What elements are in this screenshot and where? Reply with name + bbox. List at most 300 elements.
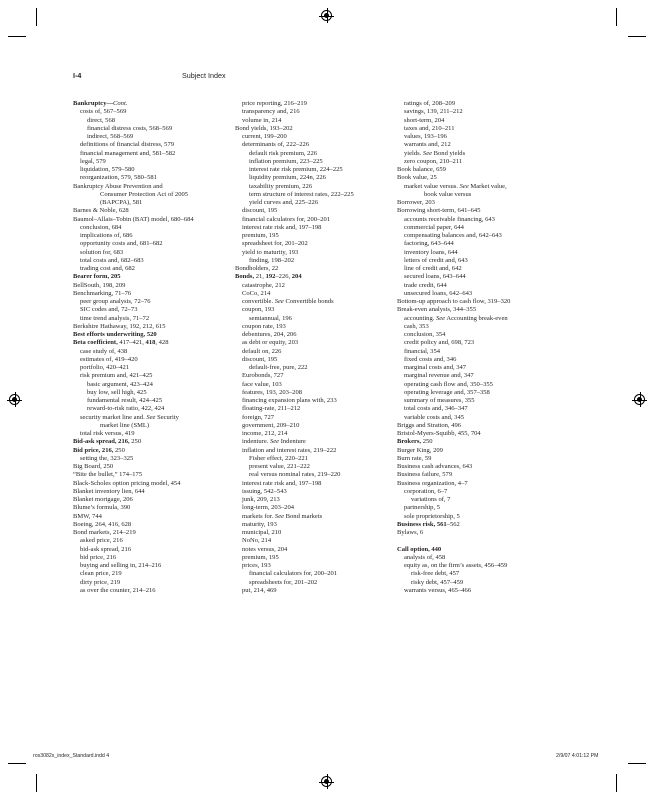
index-entry xyxy=(73,513,243,521)
index-entry xyxy=(397,455,567,463)
entry-text: 21, xyxy=(255,273,266,281)
entry-text: financial distress costs, 568–569 xyxy=(87,124,173,132)
entry-text: NoNo, 214 xyxy=(242,537,272,545)
index-entry xyxy=(73,447,243,455)
entry-text: Borrower, 203 xyxy=(397,199,435,206)
crop-mark-top-left-h xyxy=(8,36,26,37)
index-subentry xyxy=(235,166,405,174)
index-subentry xyxy=(397,315,567,323)
index-entry xyxy=(397,174,567,182)
index-entry xyxy=(73,438,243,446)
entry-text: Bond yields, 193–202 xyxy=(235,124,293,132)
index-subentry xyxy=(235,306,405,314)
entry-text: conclusion, 354 xyxy=(404,331,446,338)
entry-text: Blanket mortgage, 206 xyxy=(73,496,133,503)
entry-text: clean price, 219 xyxy=(80,570,122,578)
entry-text: direct, 568 xyxy=(87,116,115,124)
entry-text: Bond markets, 214–219 xyxy=(73,529,136,536)
index-subentry xyxy=(235,249,405,257)
index-entry xyxy=(73,471,243,479)
entry-text: Berkshire Hathaway, 192, 212, 615 xyxy=(73,322,166,330)
index-subentry xyxy=(235,480,405,488)
index-subentry xyxy=(235,216,405,224)
entry-text: See xyxy=(274,298,284,305)
entry-text: face value, 103 xyxy=(242,380,282,388)
entry-text: put, 214, 469 xyxy=(242,586,277,594)
entry-text: asked price, 216 xyxy=(80,537,123,545)
index-subentry xyxy=(235,381,405,389)
entry-text: interest rate risk and, 197–198 xyxy=(242,223,322,231)
index-subentry xyxy=(397,372,567,380)
index-column-1 xyxy=(73,100,243,595)
entry-text: 204 xyxy=(291,273,302,281)
index-subentry xyxy=(235,488,405,496)
entry-text: values, 193–196 xyxy=(404,133,447,140)
index-subentry xyxy=(73,232,243,240)
index-subentry xyxy=(235,356,405,364)
entry-text: secured loans, 643–644 xyxy=(404,273,466,281)
entry-text: See xyxy=(274,512,285,520)
entry-text: operating leverage and, 357–358 xyxy=(404,388,490,396)
index-subentry xyxy=(235,513,405,521)
index-subentry xyxy=(397,216,567,224)
index-subentry xyxy=(397,265,567,273)
entry-text: equity as, on the firm’s assets, 456–459 xyxy=(404,562,508,569)
entry-text: ratings of, 208–209 xyxy=(404,100,456,107)
entry-text: –226, xyxy=(275,273,292,281)
entry-text: accounts receivable financing, 643 xyxy=(404,215,495,223)
index-subentry xyxy=(235,108,405,116)
entry-text: reorganization, 579, 580–581 xyxy=(80,174,157,182)
crop-mark-top-right-v xyxy=(616,8,617,26)
entry-text: market value versus. xyxy=(404,182,460,190)
entry-text: Bristol-Myers-Squibb, 455, 704 xyxy=(397,430,481,437)
entry-text: liquidity premium, 224n, 226 xyxy=(249,174,326,182)
index-subentry xyxy=(397,397,567,405)
index-subentry xyxy=(235,504,405,512)
entry-text: buying and selling in, 214–216 xyxy=(80,562,162,569)
entry-text: setting the, 323–325 xyxy=(80,454,134,462)
index-entry xyxy=(397,306,567,314)
entry-text: real versus nominal rates, 219–220 xyxy=(249,471,341,479)
entry-text: definitions of financial distress, 579 xyxy=(80,141,175,149)
index-subentry xyxy=(235,348,405,356)
entry-text: cash, 353 xyxy=(404,322,429,330)
entry-text: Borrowing short-term, 641–645 xyxy=(397,207,481,215)
entry-text: Blanket inventory lien, 644 xyxy=(73,487,145,495)
entry-text: fixed costs and, 346 xyxy=(404,355,457,363)
index-subentry xyxy=(73,191,243,199)
index-subentry xyxy=(397,513,567,521)
entry-text: issuing, 542–543 xyxy=(242,487,287,495)
entry-text: term structure of interest rates, 222–225 xyxy=(249,190,354,198)
entry-text: premium, 195 xyxy=(242,553,279,561)
index-subentry xyxy=(235,100,405,108)
index-subentry xyxy=(235,521,405,529)
entry-text: catastrophe, 212 xyxy=(242,281,285,289)
crop-mark-bottom-right-v xyxy=(616,774,617,792)
index-subentry xyxy=(397,364,567,372)
index-subentry xyxy=(235,290,405,298)
index-subentry xyxy=(397,282,567,290)
index-subentry xyxy=(235,199,405,207)
entry-text: See xyxy=(436,314,446,322)
entry-text: financial calculators for, 200–201 xyxy=(249,570,338,578)
index-subentry xyxy=(235,150,405,158)
index-subentry xyxy=(235,240,405,248)
entry-text: spreadsheet for, 201–202 xyxy=(242,240,308,248)
entry-text: Briggs and Stratton, 496 xyxy=(397,421,462,429)
entry-text: Baumol–Allais–Tobin (BAT) model, 680–684 xyxy=(73,215,194,223)
index-subentry xyxy=(235,397,405,405)
entry-text: prices, 193 xyxy=(242,562,271,569)
entry-text: liquidation, 579–580 xyxy=(80,166,135,173)
index-subentry xyxy=(397,133,567,141)
entry-text: convertible. xyxy=(242,298,275,305)
entry-text: total costs and, 346–347 xyxy=(404,405,468,413)
index-entry xyxy=(73,183,243,191)
index-entry xyxy=(235,273,405,281)
entry-text: 250 xyxy=(422,438,433,446)
entry-text: long-term, 203–204 xyxy=(242,504,295,512)
index-subentry xyxy=(235,315,405,323)
index-subentry xyxy=(73,199,243,207)
entry-text: finding, 198–202 xyxy=(249,256,295,264)
index-subentry xyxy=(397,488,567,496)
index-subentry xyxy=(73,537,243,545)
entry-text: accounting. xyxy=(404,314,436,322)
entry-text: Black-Scholes option pricing model, 454 xyxy=(73,479,181,487)
entry-text: estimates of, 419–420 xyxy=(80,355,138,363)
index-entry xyxy=(73,207,243,215)
entry-text: short-term, 204 xyxy=(404,116,445,124)
index-entry xyxy=(73,488,243,496)
entry-text: “Bite the bullet,” 174–175 xyxy=(73,471,143,479)
entry-text: Bond yields xyxy=(432,149,466,157)
index-subentry xyxy=(73,240,243,248)
entry-text: risk-free debt, 457 xyxy=(411,570,460,578)
entry-text: Bid price, 216, xyxy=(73,446,116,454)
entry-text: Fisher effect, 220–221 xyxy=(249,454,308,462)
entry-text: Bonds, xyxy=(235,273,256,281)
entry-text: Best efforts underwriting, 520 xyxy=(73,331,157,338)
entry-text: Business organization, 4–7 xyxy=(397,479,468,487)
entry-text: yield to maturity, 193 xyxy=(242,248,299,256)
entry-text: Break-even analysis, 344–355 xyxy=(397,306,477,314)
index-subentry xyxy=(397,232,567,240)
index-subentry xyxy=(235,339,405,347)
index-subentry xyxy=(397,356,567,364)
entry-text: savings, 139, 211–212 xyxy=(404,108,463,116)
index-subentry xyxy=(235,405,405,413)
entry-text: variable costs and, 345 xyxy=(404,413,464,421)
entry-text: line of credit and, 642 xyxy=(404,265,462,272)
index-subentry xyxy=(73,224,243,232)
entry-text: BMW, 744 xyxy=(73,512,102,520)
entry-text: dirty price, 219 xyxy=(80,578,121,586)
index-subentry xyxy=(397,141,567,149)
index-subentry xyxy=(397,496,567,504)
index-subentry xyxy=(235,158,405,166)
entry-text: markets for. xyxy=(242,512,275,520)
entry-text: discount, 195 xyxy=(242,355,278,363)
entry-text: risk premium and, 421–425 xyxy=(80,372,153,380)
index-subentry xyxy=(73,249,243,257)
entry-text: warrants versus, 465–466 xyxy=(404,586,472,594)
entry-text: letters of credit and, 643 xyxy=(404,256,468,264)
entry-text: municipal, 210 xyxy=(242,529,282,536)
running-head-title: Subject Index xyxy=(182,71,226,80)
entry-text: SIC codes and, 72–73 xyxy=(80,306,138,314)
index-subentry xyxy=(235,232,405,240)
entry-text: features, 193, 203–208 xyxy=(242,388,302,396)
index-subentry xyxy=(235,422,405,430)
entry-text: security market line and. xyxy=(80,413,147,421)
entry-text: basic argument, 423–424 xyxy=(87,380,153,388)
entry-text: Accounting break-even xyxy=(445,314,508,322)
entry-text: maturity, 193 xyxy=(242,520,277,528)
index-subentry xyxy=(73,430,243,438)
index-subentry xyxy=(235,174,405,182)
entry-text: fundamental result, 424–425 xyxy=(87,397,163,404)
entry-text: Bottom-up approach to cash flow, 319–320 xyxy=(397,298,511,305)
index-subentry xyxy=(235,364,405,372)
index-subentry xyxy=(235,224,405,232)
entry-text: costs of, 567–569 xyxy=(80,108,127,116)
index-subentry xyxy=(235,438,405,446)
entry-text: premium, 195 xyxy=(242,232,279,239)
slug-timestamp: 2/9/07 4:01:12 PM xyxy=(556,753,599,759)
entry-text: Bid-ask spread, 216, xyxy=(73,438,132,446)
registration-mark-icon xyxy=(9,394,20,405)
index-subentry xyxy=(73,108,243,116)
entry-text: Consumer Protection Act of 2005 xyxy=(100,190,189,198)
index-entry xyxy=(397,529,567,537)
index-subentry xyxy=(235,570,405,578)
entry-text: commercial paper, 644 xyxy=(404,223,464,231)
index-subentry xyxy=(73,174,243,182)
entry-text: notes versus, 204 xyxy=(242,545,288,553)
crop-mark-top-left-v xyxy=(36,8,37,26)
entry-text: opportunity costs and, 681–682 xyxy=(80,240,163,248)
index-subentry xyxy=(235,207,405,215)
entry-text: marginal revenue and, 347 xyxy=(404,372,474,380)
index-entry xyxy=(397,480,567,488)
index-entry xyxy=(235,125,405,133)
entry-text: taxes and, 210–211 xyxy=(404,124,455,132)
index-entry xyxy=(73,100,243,108)
entry-text: floating-rate, 211–212 xyxy=(242,405,301,413)
page-number: I-4 xyxy=(73,71,82,80)
entry-text: financing expansion plans with, 233 xyxy=(242,397,337,404)
letter-gap xyxy=(397,537,567,545)
entry-text: foreign, 727 xyxy=(242,413,274,421)
index-subentry xyxy=(397,183,567,191)
index-entry xyxy=(73,273,243,281)
crop-mark-top-right-h xyxy=(628,36,646,37)
entry-text: (BAPCPA), 581 xyxy=(100,199,143,206)
entry-text: CoCo, 214 xyxy=(242,289,271,297)
index-subentry xyxy=(235,191,405,199)
index-subentry xyxy=(235,447,405,455)
entry-text: See xyxy=(146,413,156,421)
index-subentry xyxy=(73,141,243,149)
entry-text: compensating balances and, 642–643 xyxy=(404,232,502,239)
index-subentry xyxy=(397,414,567,422)
entry-text: determinants of, 222–226 xyxy=(242,141,310,149)
index-subentry xyxy=(235,323,405,331)
index-subentry xyxy=(73,414,243,422)
index-entry xyxy=(73,323,243,331)
entry-text: partnership, 5 xyxy=(404,504,440,512)
entry-text: reward-to-risk ratio, 422, 424 xyxy=(87,405,165,413)
registration-mark-icon xyxy=(321,10,332,21)
index-subentry xyxy=(397,108,567,116)
entry-text: time trend analysis, 71–72 xyxy=(80,314,150,322)
index-entry xyxy=(235,265,405,273)
entry-text: Call option, 440 xyxy=(397,545,442,553)
entry-text: 250 xyxy=(131,438,142,446)
entry-text: 417–421, xyxy=(119,339,146,347)
index-subentry xyxy=(73,348,243,356)
entry-text: interest rate risk and, 197–198 xyxy=(242,479,322,487)
entry-text: Brokers, xyxy=(397,438,423,446)
entry-text: default-free, pure, 222 xyxy=(249,364,308,371)
entry-text: as over the counter, 214–216 xyxy=(80,586,156,594)
entry-text: as debt or equity, 203 xyxy=(242,339,299,347)
index-subentry xyxy=(397,381,567,389)
entry-text: market line (SML) xyxy=(100,421,150,429)
entry-text: summary of measures, 355 xyxy=(404,397,475,404)
index-subentry xyxy=(235,430,405,438)
index-subentry xyxy=(235,579,405,587)
entry-text: peer group analysis, 72–76 xyxy=(80,298,151,305)
entry-text: bid-ask spread, 216 xyxy=(80,545,132,553)
index-subentry xyxy=(235,257,405,265)
index-subentry xyxy=(397,405,567,413)
index-subentry xyxy=(73,455,243,463)
entry-text: Bearer form, 205 xyxy=(73,273,121,281)
entry-text: yield curves and, 225–226 xyxy=(249,199,319,206)
index-entry xyxy=(73,339,243,347)
entry-text: default risk premium, 226 xyxy=(249,149,318,157)
entry-text: spreadsheets for, 201–202 xyxy=(249,578,318,586)
entry-text: sole proprietorship, 5 xyxy=(404,512,460,520)
index-subentry xyxy=(73,381,243,389)
index-subentry xyxy=(235,554,405,562)
index-subentry xyxy=(235,463,405,471)
index-entry xyxy=(73,480,243,488)
entry-text: 250 xyxy=(115,446,125,454)
entry-text: Burger King, 209 xyxy=(397,446,443,454)
index-subentry xyxy=(73,356,243,364)
entry-text: coupon rate, 193 xyxy=(242,322,286,330)
index-entry xyxy=(73,331,243,339)
entry-text: Blume’s formula, 390 xyxy=(73,504,131,512)
index-subentry xyxy=(397,240,567,248)
index-subentry xyxy=(397,562,567,570)
index-entry xyxy=(73,463,243,471)
entry-text: implications of, 686 xyxy=(80,232,133,239)
index-subentry xyxy=(73,158,243,166)
index-entry xyxy=(397,422,567,430)
entry-text: transparency and, 216 xyxy=(242,108,300,116)
index-entry xyxy=(73,290,243,298)
entry-text: See xyxy=(459,182,469,190)
index-column-3 xyxy=(397,100,567,595)
index-subentry xyxy=(235,282,405,290)
entry-text: debentures, 204, 206 xyxy=(242,331,297,338)
index-subentry xyxy=(235,562,405,570)
entry-text: 418 xyxy=(145,339,156,347)
index-entry xyxy=(397,438,567,446)
index-entry xyxy=(397,430,567,438)
index-entry xyxy=(73,496,243,504)
entry-text: Big Board, 250 xyxy=(73,463,114,470)
running-header xyxy=(73,71,226,80)
entry-text: coupon, 193 xyxy=(242,306,275,314)
entry-text: Book balance, 659 xyxy=(397,166,446,173)
index-entry xyxy=(397,471,567,479)
index-subentry xyxy=(397,554,567,562)
entry-text: semiannual, 196 xyxy=(249,314,292,322)
entry-text: portfolio, 420–421 xyxy=(80,364,130,371)
entry-text: indirect, 568–569 xyxy=(87,133,134,140)
entry-text: present value, 221–222 xyxy=(249,463,310,470)
entry-text: default on, 226 xyxy=(242,347,282,355)
entry-text: trade credit, 644 xyxy=(404,281,447,289)
index-subentry xyxy=(397,331,567,339)
entry-text: inflation premium, 223–225 xyxy=(249,157,323,165)
entry-text: bid price, 216 xyxy=(80,553,117,561)
index-subentry xyxy=(235,331,405,339)
index-subentry xyxy=(397,579,567,587)
index-subentry xyxy=(397,117,567,125)
crop-mark-bottom-right-h xyxy=(628,763,646,764)
index-subentry xyxy=(235,587,405,595)
entry-text: Bankruptcy Abuse Prevention and xyxy=(73,182,163,190)
index-subentry xyxy=(397,158,567,166)
entry-text: volume in, 214 xyxy=(242,116,282,124)
entry-text: indenture. xyxy=(242,438,270,446)
entry-text: yields. xyxy=(404,149,423,157)
entry-text: Bond markets xyxy=(284,512,323,520)
index-subentry xyxy=(73,422,243,430)
entry-text: government, 209–210 xyxy=(242,421,300,429)
entry-text: case study of, 438 xyxy=(80,347,128,355)
index-subentry xyxy=(73,579,243,587)
entry-text: , 428 xyxy=(155,339,169,347)
index-subentry xyxy=(397,125,567,133)
entry-text: junk, 209, 213 xyxy=(242,496,280,503)
index-subentry xyxy=(397,587,567,595)
index-entry xyxy=(73,504,243,512)
index-subentry xyxy=(397,273,567,281)
index-subentry xyxy=(235,133,405,141)
index-subentry xyxy=(235,389,405,397)
entry-text: Security xyxy=(155,413,179,421)
index-entry xyxy=(397,207,567,215)
index-subentry xyxy=(235,529,405,537)
index-entry xyxy=(73,529,243,537)
entry-text: inventory loans, 644 xyxy=(404,248,458,256)
index-entry xyxy=(397,546,567,554)
entry-text: Business cash advances, 643 xyxy=(397,463,473,470)
index-subentry xyxy=(73,257,243,265)
index-subentry xyxy=(73,306,243,314)
entry-text: Business risk, 561 xyxy=(397,520,447,528)
entry-text: zero coupon, 210–211 xyxy=(404,157,463,165)
